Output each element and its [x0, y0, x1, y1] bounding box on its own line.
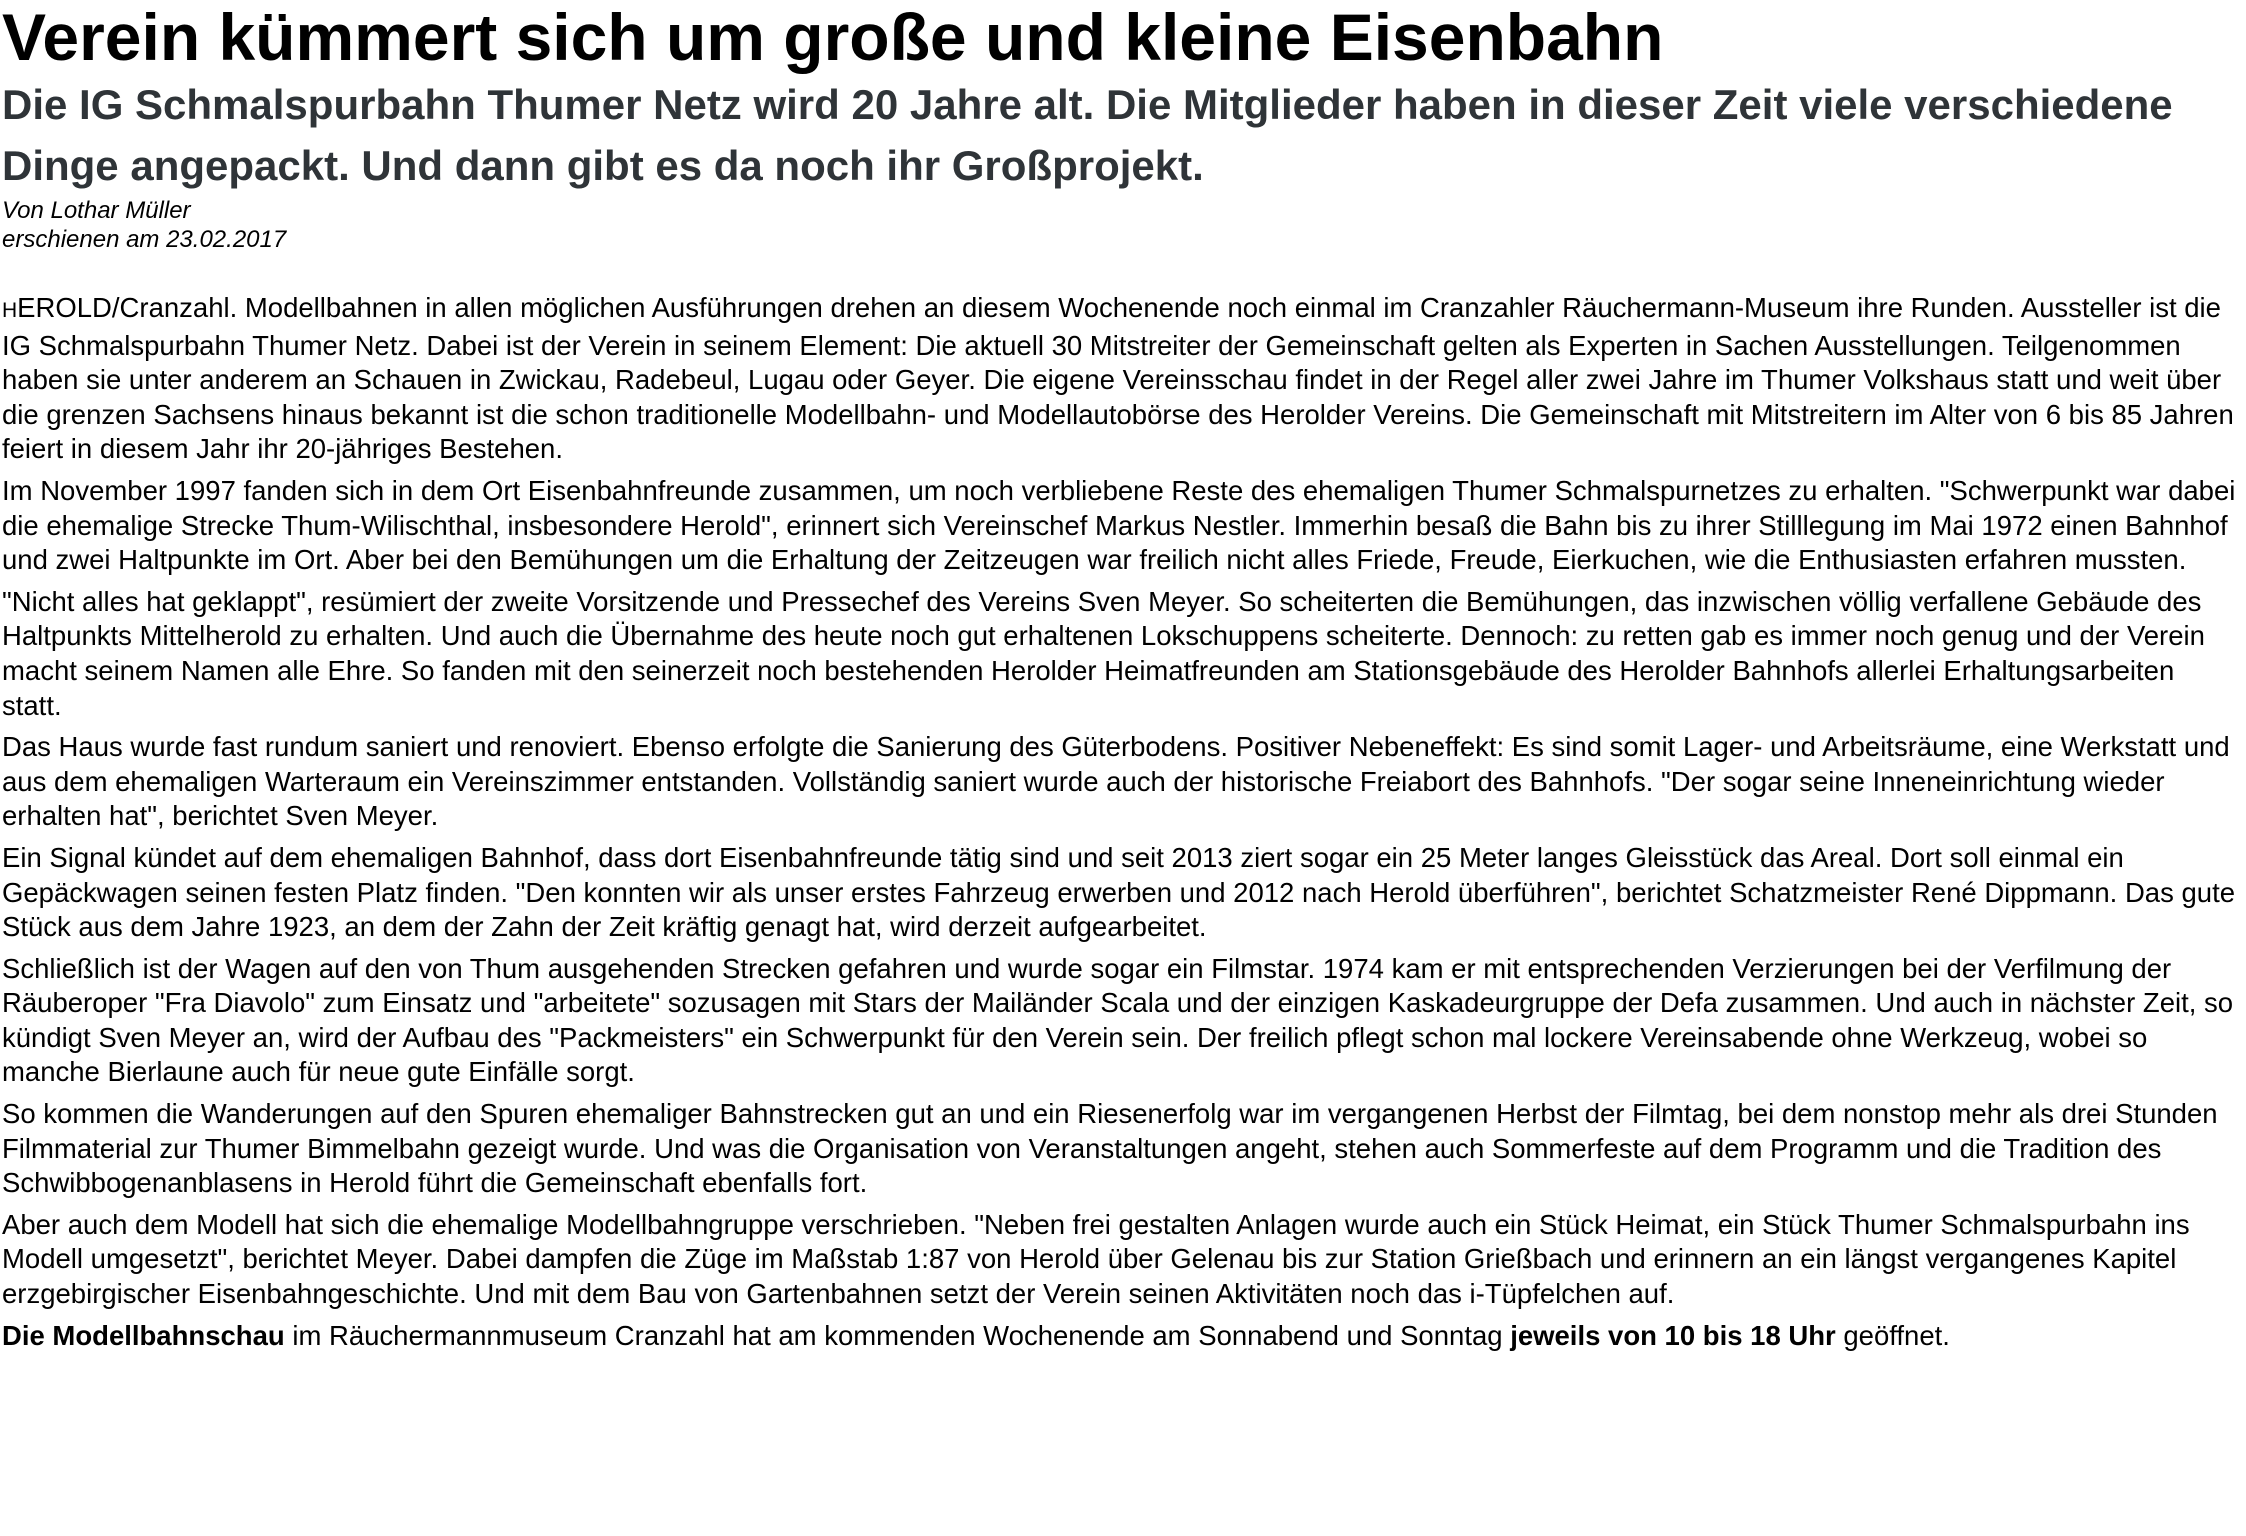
subheadline: Die IG Schmalspurbahn Thumer Netz wird 20 Jahre alt. Die Mitglieder haben in dieser Zeit viele verschiedene Dinge angepackt. Und dann gibt es da noch ihr Großprojekt.	[2, 81, 2173, 189]
closing-bold-title: Die Modellbahnschau	[2, 1319, 285, 1351]
lead-paragraph	[2, 291, 2240, 467]
lead-text: EROLD/Cranzahl. Modellbahnen in allen möglichen Ausführungen drehen an diesem Wochenende noch einmal im Cranzahler Räuchermann-Museum ihre Runden. Aussteller ist die IG Schmalspurbahn Thumer Netz. Dabei ist der Verein in seinem Element: Die aktuell 30 Mitstreiter der Gemeinschaft gelten als Experten in Sachen Ausstellungen. Teilgenommen haben sie unter anderem an Schauen in Zwickau, Radebeul, Lugau oder Geyer. Die eigene Vereinsschau findet in der Regel aller zwei Jahre im Thumer Volkshaus statt und weit über die grenzen Sachsens hinaus bekannt ist die schon traditionelle Modellbahn- und Modellautobörse des Herolder Vereins. Die Gemeinschaft mit Mitstreitern im Alter von 6 bis 85 Jahren feiert in diesem Jahr ihr 20-jähriges Bestehen.	[2, 292, 2234, 465]
paragraph: Ein Signal kündet auf dem ehemaligen Bahnhof, dass dort Eisenbahnfreunde tätig sind und seit 2013 ziert sogar ein 25 Meter langes Gleisstück das Areal. Dort soll einmal ein Gepäckwagen seinen festen Platz finden. "Den konnten wir als unser erstes Fahrzeug erwerben und 2012 nach Herold überführen", berichtet Schatzmeister René Dippmann. Das gute Stück aus dem Jahre 1923, an dem der Zahn der Zeit kräftig genagt hat, wird derzeit aufgearbeitet.	[2, 841, 2236, 943]
closing-end: geöffnet.	[1835, 1319, 1950, 1351]
article-body	[2, 291, 2240, 1353]
closing-paragraph	[2, 1319, 2240, 1354]
author: Von Lothar Müller	[2, 197, 191, 224]
lead-initial: H	[2, 299, 18, 322]
byline	[2, 196, 2240, 254]
paragraph: So kommen die Wanderungen auf den Spuren ehemaliger Bahnstrecken gut an und ein Riesenerfolg war im vergangenen Herbst der Filmtag, bei dem nonstop mehr als drei Stunden Filmmaterial zur Thumer Bimmelbahn gezeigt wurde. Und was die Organisation von Veranstaltungen angeht, stehen auch Sommerfeste auf dem Programm und die Tradition des Schwibbogenanblasens in Herold führt die Gemeinschaft ebenfalls fort.	[2, 1098, 2218, 1199]
paragraph: Im November 1997 fanden sich in dem Ort Eisenbahnfreunde zusammen, um noch verbliebene Reste des ehemaligen Thumer Schmalspurnetzes zu erhalten. "Schwerpunkt war dabei die ehemalige Strecke Thum-Wilischthal, insbesondere Herold", erinnert sich Vereinschef Markus Nestler. Immerhin besaß die Bahn bis zu ihrer Stilllegung im Mai 1972 einen Bahnhof und zwei Haltpunkte im Ort. Aber bei den Bemühungen um die Erhaltung der Zeitzeugen war freilich nicht alles Friede, Freude, Eierkuchen, wie die Enthusiasten erfahren mussten.	[2, 474, 2236, 576]
paragraph: Aber auch dem Modell hat sich die ehemalige Modellbahngruppe verschrieben. "Neben frei gestalten Anlagen wurde auch ein Stück Heimat, ein Stück Thumer Schmalspurbahn ins Modell umgesetzt", berichtet Meyer. Dabei dampfen die Züge im Maßstab 1:87 von Herold über Gelenau bis zur Station Grießbach und erinnern an ein längst vergangenes Kapitel erzgebirgischer Eisenbahngeschichte. Und mit dem Bau von Gartenbahnen setzt der Verein seinen Aktivitäten noch das i-Tüpfelchen auf.	[2, 1208, 2190, 1310]
paragraph: Schließlich ist der Wagen auf den von Thum ausgehenden Strecken gefahren und wurde sogar ein Filmstar. 1974 kam er mit entsprechenden Verzierungen bei der Verfilmung der Räuberoper "Fra Diavolo" zum Einsatz und "arbeitete" sozusagen mit Stars der Mailänder Scala und der einzigen Kaskadeurgruppe der Defa zusammen. Und auch in nächster Zeit, so kündigt Sven Meyer an, wird der Aufbau des "Packmeisters" ein Schwerpunkt für den Verein sein. Der freilich pflegt schon mal lockere Vereinsabende ohne Werkzeug, wobei so manche Bierlaune auch für neue gute Einfälle sorgt.	[2, 952, 2234, 1088]
headline: Verein kümmert sich um große und kleine Eisenbahn	[2, 0, 1664, 74]
paragraph: "Nicht alles hat geklappt", resümiert der zweite Vorsitzende und Pressechef des Vereins Sven Meyer. So scheiterten die Bemühungen, das inzwischen völlig verfallene Gebäude des Haltpunkts Mittelherold zu erhalten. Und auch die Übernahme des heute noch gut erhaltenen Lokschuppens scheiterte. Dennoch: zu retten gab es immer noch genug und der Verein macht seinem Namen alle Ehre. So fanden mit den seinerzeit noch bestehenden Herolder Heimatfreunden am Stationsgebäude des Herolder Bahnhofs allerlei Erhaltungsarbeiten statt.	[2, 585, 2205, 721]
opening-hours: jeweils von 10 bis 18 Uhr	[1510, 1319, 1836, 1351]
closing-text: im Räuchermannmuseum Cranzahl hat am kommenden Wochenende am Sonnabend und Sonntag	[284, 1319, 1511, 1351]
paragraph: Das Haus wurde fast rundum saniert und renoviert. Ebenso erfolgte die Sanierung des Güterbodens. Positiver Nebeneffekt: Es sind somit Lager- und Arbeitsräume, eine Werkstatt und aus dem ehemaligen Warteraum ein Vereinszimmer entstanden. Vollständig saniert wurde auch der historische Freiabort des Bahnhofs. "Der sogar seine Inneneinrichtung wieder erhalten hat", berichtet Sven Meyer.	[2, 731, 2230, 832]
publish-date: erschienen am 23.02.2017	[2, 226, 287, 253]
